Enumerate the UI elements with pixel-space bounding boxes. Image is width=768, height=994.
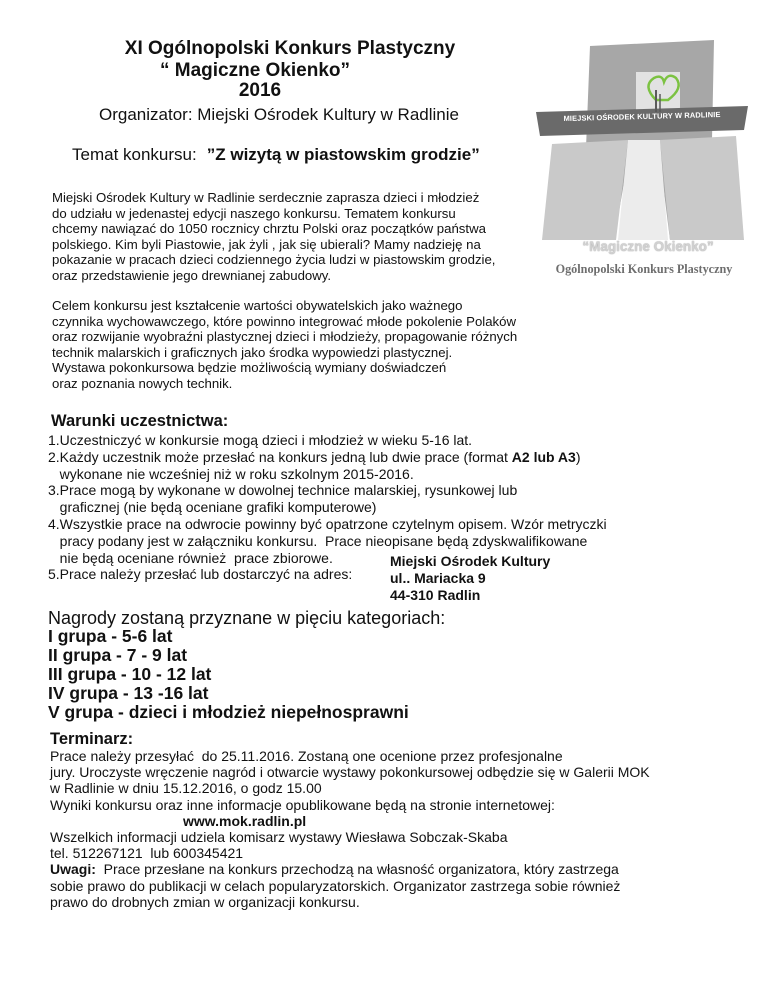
address-block [390,553,550,604]
schedule-line: w Radlinie w dniu 15.12.2016, o godz 15.00 [50,780,322,797]
schedule-text [50,748,740,910]
schedule-heading: Terminarz: [50,730,134,748]
condition-line: wykonane nie wcześniej niż w roku szkolnym 2015-2016. [48,465,414,482]
goal-line: technik malarskich i graficznych jako środka wypowiedzi plastycznej. [52,344,453,360]
condition-text: 2.Każdy uczestnik może przesłać na konkurs jedną lub dwie prace (format [48,448,512,465]
intro-line: Miejski Ośrodek Kultury w Radlinie serdecznie zaprasza dzieci i młodzież [52,190,480,205]
website-link[interactable]: www.mok.radlin.pl [183,812,307,829]
awards-groups [48,627,409,722]
condition-line [48,449,728,466]
notes-line [50,861,740,877]
topic-label: Temat konkursu: [72,145,197,164]
title-line-2: “ Magiczne Okienko” [159,60,351,81]
condition-line: 1.Uczestniczyć w konkursie mogą dzieci i młodzież w wieku 5-16 lat. [48,432,473,448]
intro-line: chcemy nawiązać do 1050 rocznicy chrztu Polski oraz początków państwa [52,221,486,237]
format-bold: A2 lub A3 [511,448,576,465]
intro-line: do udziału w jedenastej edycji naszego konkursu. Tematem konkursu [52,205,456,221]
intro-paragraph [52,190,542,284]
award-group: III grupa - 10 - 12 lat [48,664,212,684]
title-line-3: 2016 [238,80,282,101]
notes-text: Prace przesłane na konkurs przechodzą na własność organizatora, który zastrzega [95,861,619,878]
topic-line [72,145,480,165]
notes-label: Uwagi: [50,861,96,878]
goal-line: oraz poznania nowych technik. [52,375,233,391]
address-line: Miejski Ośrodek Kultury [390,553,551,569]
award-group: IV grupa - 13 -16 lat [48,683,209,703]
condition-line: graficznej (nie będą oceniane grafiki komputerowe) [48,499,377,516]
organizer-line: Organizator: Miejski Ośrodek Kultury w Radlinie [99,105,459,124]
schedule-line: jury. Uroczyste wręczenie nagród i otwarcie wystawy pokonkursowej odbędzie się w Galerii MOK [50,764,650,781]
condition-line: 3.Prace mogą by wykonane w dowolnej technice malarskiej, rysunkowej lub [48,482,518,499]
conditions-list [48,432,728,583]
awards-heading: Nagrody zostaną przyznane w pięciu kategoriach: [48,608,446,628]
conditions-heading: Warunki uczestnictwa: [51,412,229,430]
notes-line: prawo do drobnych zmian w organizacji konkursu. [50,893,360,910]
schedule-line: Prace należy przesyłać do 25.11.2016. Zostaną one ocenione przez profesjonalne [50,748,563,764]
goal-line: Celem konkursu jest kształcenie wartości obywatelskich jako ważnego [52,298,463,313]
award-group: V grupa - dzieci i młodzież niepełnosprawni [48,702,409,722]
address-line: ul.. Mariacka 9 [390,570,486,586]
contact-line: tel. 512267121 lub 600345421 [50,845,244,862]
competition-logo [532,40,752,280]
condition-line: nie będą oceniane również prace zbiorowe. [48,549,333,566]
goal-line: czynnika wychowawczego, które powinno integrować młode pokolenie Polaków [52,313,517,329]
topic-value: ”Z wizytą w piastowskim grodzie” [206,145,480,164]
goal-paragraph [52,298,572,392]
condition-line: pracy podany jest w załączniku konkursu. Prace nieopisane będą zdyskwalifikowane [48,532,588,549]
goal-line: oraz rozwijanie wyobraźni plastycznej dzieci i młodzieży, propagowanie różnych [52,329,518,345]
intro-line: oraz przedstawienie jego drewnianej zabudowy. [52,267,332,283]
logo-name-text: “Magiczne Okienko” [582,239,714,254]
logo-banner-text: MIEJSKI OŚRODEK KULTURY W RADLINIE [563,109,721,124]
intro-line: polskiego. Kim byli Piastowie, jak żyli , jak się ubierali? Mamy nadzieję na [52,236,481,252]
contact-line: Wszelkich informacji udziela komisarz wystawy Wiesława Sobczak-Skaba [50,829,508,846]
schedule-line: Wyniki konkursu oraz inne informacje opublikowane będą na stronie internetowej: [50,796,555,813]
notes-line: sobie prawo do publikacji w celach popularyzatorskich. Organizator zastrzega sobie również [50,877,621,894]
condition-line: 4.Wszystkie prace na odwrocie powinny być opatrzone czytelnym opisem. Wzór metryczki [48,515,607,532]
address-line: 44-310 Radlin [390,587,481,603]
goal-line: Wystawa pokonkursowa będzie możliwością wymiany doświadczeń [52,360,447,376]
intro-line: pokazanie w pracach dzieci codziennego życia ludzi w piastowskim grodzie, [52,252,496,268]
condition-line: 5.Prace należy przesłać lub dostarczyć na adres: [48,566,357,583]
award-group: II grupa - 7 - 9 lat [48,645,188,665]
format-close: ) [575,448,581,465]
title-line-1: XI Ogólnopolski Konkurs Plastyczny [124,38,456,59]
website-row [50,813,740,829]
logo-subtitle-text: Ogólnopolski Konkurs Plastyczny [555,262,733,276]
award-group: I grupa - 5-6 lat [48,626,173,646]
